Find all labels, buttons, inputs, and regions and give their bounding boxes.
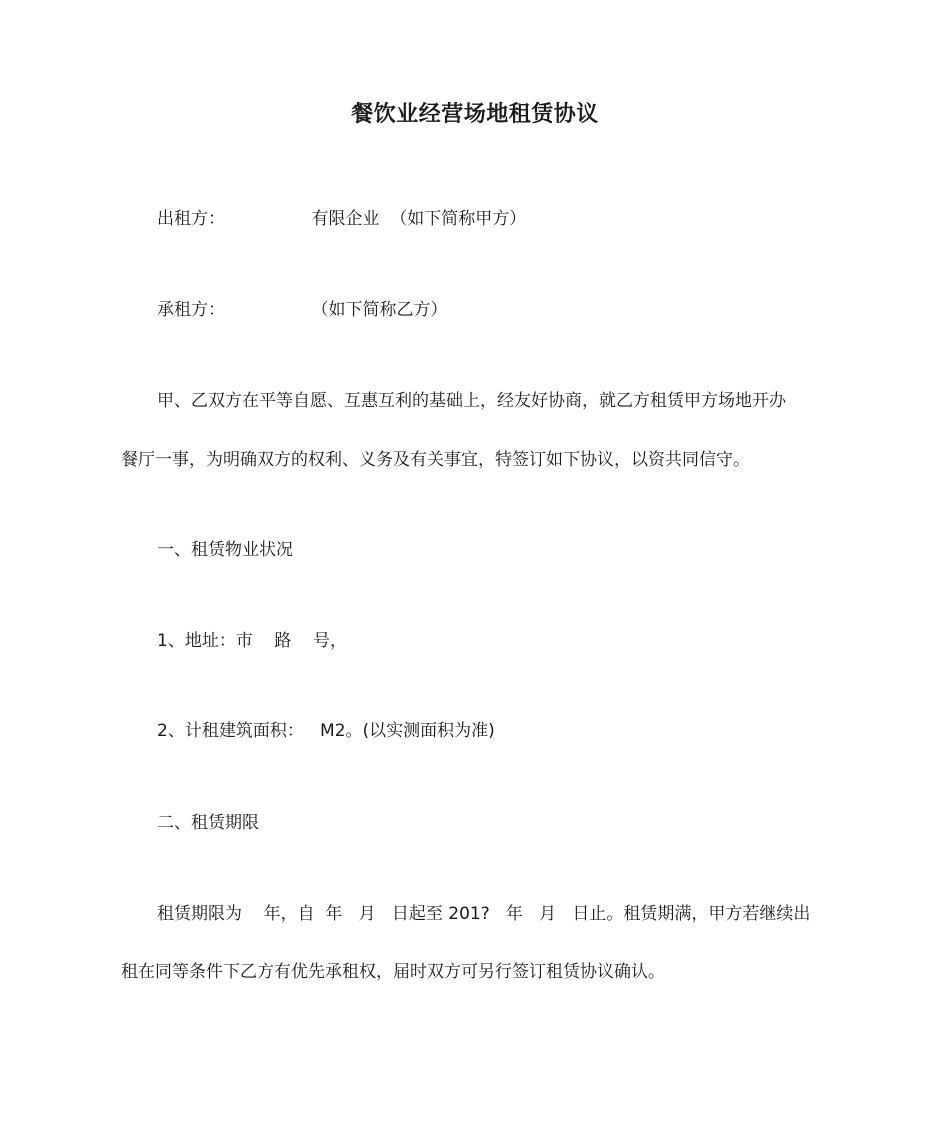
- section-2-heading: 二、租赁期限: [157, 813, 259, 833]
- intro-paragraph-line-1: 甲、乙双方在平等自愿、互惠互利的基础上，经友好协商，就乙方租赁甲方场地开办: [157, 391, 786, 411]
- section-1-heading: 一、租赁物业状况: [157, 540, 293, 560]
- lessee-line: 承租方： （如下简称乙方）: [157, 300, 448, 320]
- lease-term-paragraph-line-1: 租赁期限为 年，自 年 月 日起至 201? 年 月 日止。租赁期满，甲方若继续出: [157, 904, 811, 924]
- document-title: 餐饮业经营场地租赁协议: [351, 102, 599, 127]
- lease-term-paragraph-line-2: 租在同等条件下乙方有优先承租权，届时双方可另行签订租赁协议确认。: [121, 962, 665, 982]
- area-item: 2、计租建筑面积： M2。(以实测面积为准): [157, 721, 495, 741]
- intro-paragraph-line-2: 餐厅一事，为明确双方的权利、义务及有关事宜，特签订如下协议，以资共同信守。: [121, 450, 750, 470]
- lessor-line: 出租方： 有限企业 （如下简称甲方）: [157, 209, 527, 229]
- address-item: 1、地址：市 路 号，: [157, 631, 348, 651]
